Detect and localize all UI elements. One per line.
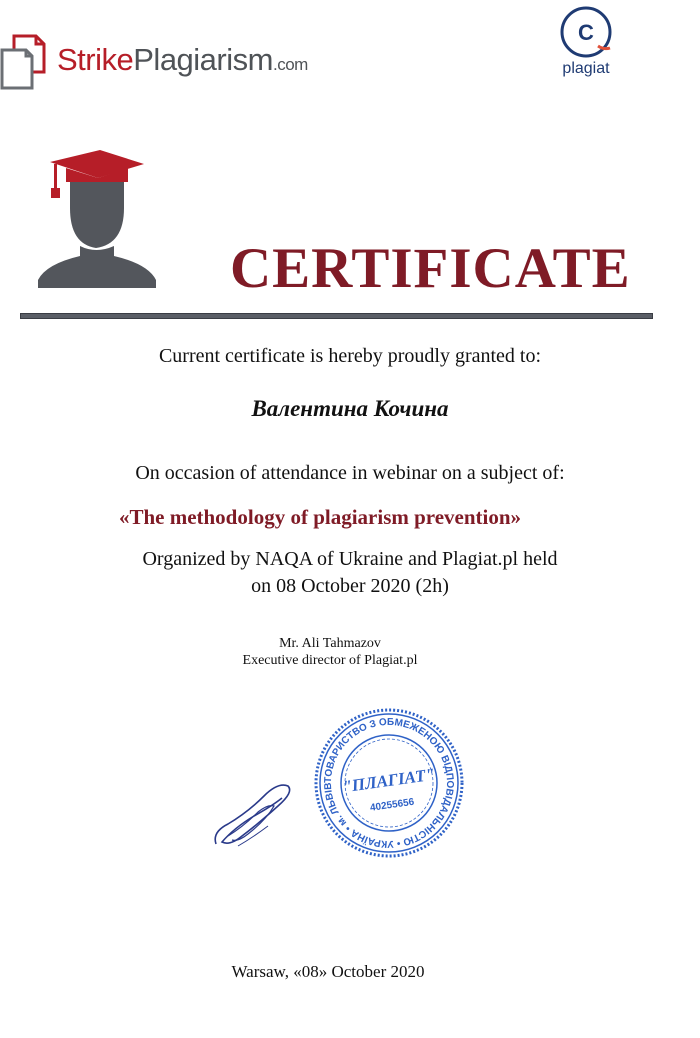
stamp-ring-text: ТОВАРИСТВО З ОБМЕЖЕНОЮ ВІДПОВІДАЛЬНІСТЮ • УКРАЇНА • м. ЛЬВІВ bbox=[322, 716, 456, 850]
title-divider bbox=[20, 313, 653, 319]
graduate-avatar-icon bbox=[36, 148, 158, 290]
strikeplagiarism-wordmark bbox=[57, 40, 308, 85]
strikeplagiarism-logo bbox=[0, 30, 350, 90]
handwritten-signature-icon bbox=[208, 776, 298, 852]
organized-line-1: Organized by NAQA of Ukraine and Plagiat.pl held bbox=[142, 548, 558, 570]
plagiat-logo bbox=[548, 4, 628, 84]
place-and-date: Warsaw, «08» October 2020 bbox=[231, 962, 425, 981]
granted-line: Current certificate is hereby proudly granted to: bbox=[158, 345, 542, 367]
brand-plagiarism-text: Plagiarism bbox=[133, 42, 273, 77]
webinar-subject: «The methodology of plagiarism prevention» bbox=[118, 505, 522, 529]
organized-line-2: on 08 October 2020 (2h) bbox=[251, 575, 449, 597]
plagiat-wordmark: plagiat bbox=[562, 60, 610, 77]
plagiat-emblem-icon bbox=[558, 4, 614, 60]
certificate-title: CERTIFICATE bbox=[230, 237, 631, 300]
brand-strike-text: Strike bbox=[57, 42, 134, 77]
signatory-name: Mr. Ali Tahmazov bbox=[279, 636, 381, 651]
stamp-center-text: "ПЛАГІАТ" bbox=[341, 764, 437, 797]
plagiat-emblem-letter: C bbox=[578, 20, 594, 45]
stamp-code: 40255656 bbox=[369, 796, 415, 814]
recipient-name: Валентина Кочина bbox=[251, 396, 449, 421]
document-copy-icon bbox=[0, 34, 50, 90]
occasion-line: On occasion of attendance in webinar on a subject of: bbox=[135, 462, 565, 484]
signatory-role: Executive director of Plagiat.pl bbox=[242, 653, 418, 668]
official-stamp-seal bbox=[312, 706, 466, 860]
brand-domain-text: .com bbox=[272, 55, 308, 74]
